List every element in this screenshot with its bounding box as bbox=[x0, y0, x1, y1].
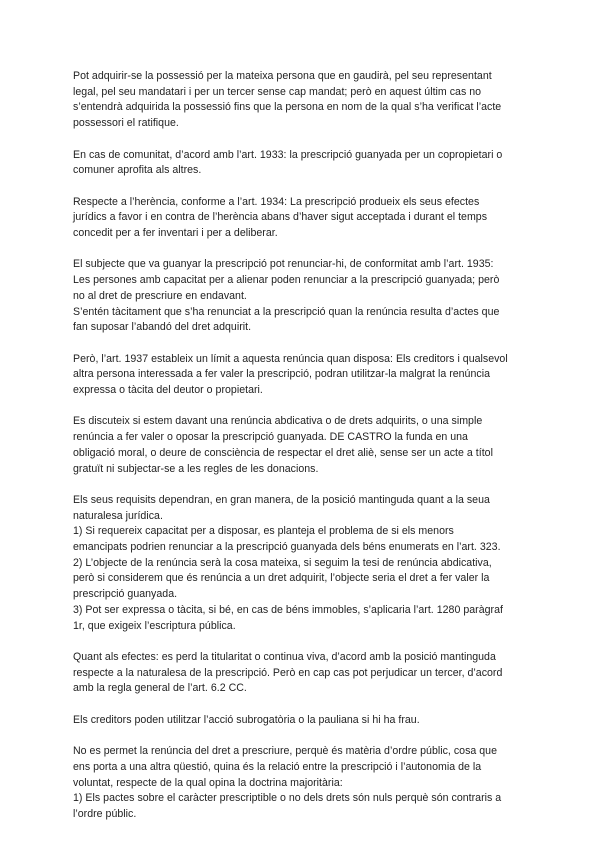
paragraph-3 bbox=[73, 195, 543, 242]
paragraph-6 bbox=[73, 414, 543, 477]
text-line: Pot adquirir-se la possessió per la mateixa persona que en gaudirà, pel seu representant bbox=[73, 70, 492, 82]
text-line: gratuït ni subjectar-se a les regles de les donacions. bbox=[73, 462, 319, 475]
text-line: no al dret de prescriure en endavant. bbox=[73, 289, 247, 302]
text-line: Respecte a l’herència, conforme a l’art. 1934: La prescripció produeix els seus efectes bbox=[73, 195, 480, 208]
text-line: jurídics a favor i en contra de l’herència abans d’haver sigut acceptada i durant el temps bbox=[73, 211, 488, 224]
text-line: altra persona interessada a fer valer la prescripció, podran utilitzar-la malgrat la renúncia bbox=[73, 368, 490, 381]
text-line: Els seus requisits dependran, en gran manera, de la posició mantinguda quant a la seua bbox=[73, 493, 490, 506]
text-line: Les persones amb capacitat per a alienar poden renunciar a la prescripció guanyada; però bbox=[73, 274, 500, 287]
paragraph-7 bbox=[73, 493, 543, 634]
text-line: No es permet la renúncia del dret a prescriure, perquè és matèria d’ordre públic, cosa que bbox=[73, 745, 498, 758]
text-line: possessori el ratifique. bbox=[73, 117, 179, 130]
text-line: expressa o tàcita del deutor o propietari. bbox=[73, 384, 263, 396]
paragraph-9 bbox=[73, 713, 543, 729]
paragraph-4 bbox=[73, 257, 543, 336]
text-line: 1r, que exigeix l’escriptura pública. bbox=[73, 619, 236, 632]
text-line: obligació moral, o deure de consciència de respectar el dret aliè, sense ser un acte a títol bbox=[73, 446, 493, 459]
text-line: Quant als efectes: es perd la titularitat o continua viva, d’acord amb la posició mantinguda bbox=[73, 650, 496, 663]
paragraph-2 bbox=[73, 148, 543, 179]
text-line: Els creditors poden utilitzar l’acció subrogatòria o la pauliana si hi ha frau. bbox=[73, 713, 420, 726]
text-line: s’entendrà adquirida la possessió fins que la persona en nom de la qual s’ha verificat l’acte bbox=[73, 101, 502, 114]
text-line: ens porta a una altra qüestió, quina és la relació entre la prescripció i l’autonomia de la bbox=[73, 760, 482, 773]
text-line: En cas de comunitat, d’acord amb l’art. 1933: la prescripció guanyada per un copropietari o bbox=[73, 148, 503, 161]
paragraph-10 bbox=[73, 744, 543, 823]
text-line: fan suposar l’abandó del dret adquirit. bbox=[73, 321, 252, 334]
text-line: voluntat, respecte de la qual opina la doctrina majoritària: bbox=[73, 776, 343, 789]
text-line: comuner aprofita als altres. bbox=[73, 164, 202, 177]
text-line: legal, pel seu mandatari i per un tercer sense cap mandat; però en aquest últim cas no bbox=[73, 85, 482, 98]
text-line: El subjecte que va guanyar la prescripció pot renunciar-hi, de conformitat amb l’art. 1935: bbox=[73, 258, 494, 271]
text-line: però si considerem que és renúncia a un dret adquirit, l’objecte seria el dret a fer valer la bbox=[73, 572, 490, 585]
text-line: renúncia a fer valer o oposar la prescripció guanyada. DE CASTRO la funda en una bbox=[73, 431, 468, 444]
text-line: amb la regla general de l’art. 6.2 CC. bbox=[73, 682, 247, 695]
text-line: prescripció guanyada. bbox=[73, 588, 178, 601]
paragraph-1 bbox=[73, 69, 543, 132]
text-line: concedit per a fer inventari i per a deliberar. bbox=[73, 227, 278, 239]
text-line: 1) Si requereix capacitat per a disposar, es planteja el problema de si els menors bbox=[73, 525, 454, 538]
text-line: 2) L’objecte de la renúncia serà la cosa mateixa, si seguim la tesi de renúncia abdicativa, bbox=[73, 556, 492, 569]
text-line: S’entén tàcitament que s’ha renunciat a la prescripció quan la renúncia resulta d’actes que bbox=[73, 305, 500, 318]
paragraph-8 bbox=[73, 650, 543, 697]
text-line: 1) Els pactes sobre el caràcter prescriptible o no dels drets són nuls perquè són contraris a bbox=[73, 792, 502, 805]
text-line: Però, l’art. 1937 estableix un límit a aquesta renúncia quan disposa: Els creditors i qualsevol bbox=[73, 352, 508, 365]
text-line: respecte a la naturalesa de la prescripció. Però en cap cas pot perjudicar un tercer, d’acord bbox=[73, 666, 503, 679]
text-line: Es discuteix si estem davant una renúncia abdicativa o de drets adquirits, o una simple bbox=[73, 415, 483, 428]
text-line: naturalesa jurídica. bbox=[73, 509, 163, 522]
text-line: 3) Pot ser expressa o tàcita, si bé, en cas de béns immobles, s’aplicaria l’art. 1280 paràgraf bbox=[73, 603, 503, 616]
paragraph-5 bbox=[73, 352, 543, 399]
text-line: emancipats podrien renunciar a la prescripció guanyada dels béns enumerats en l’art. 323. bbox=[73, 541, 501, 553]
document-body bbox=[73, 69, 543, 838]
text-line: l’ordre públic. bbox=[73, 807, 137, 820]
